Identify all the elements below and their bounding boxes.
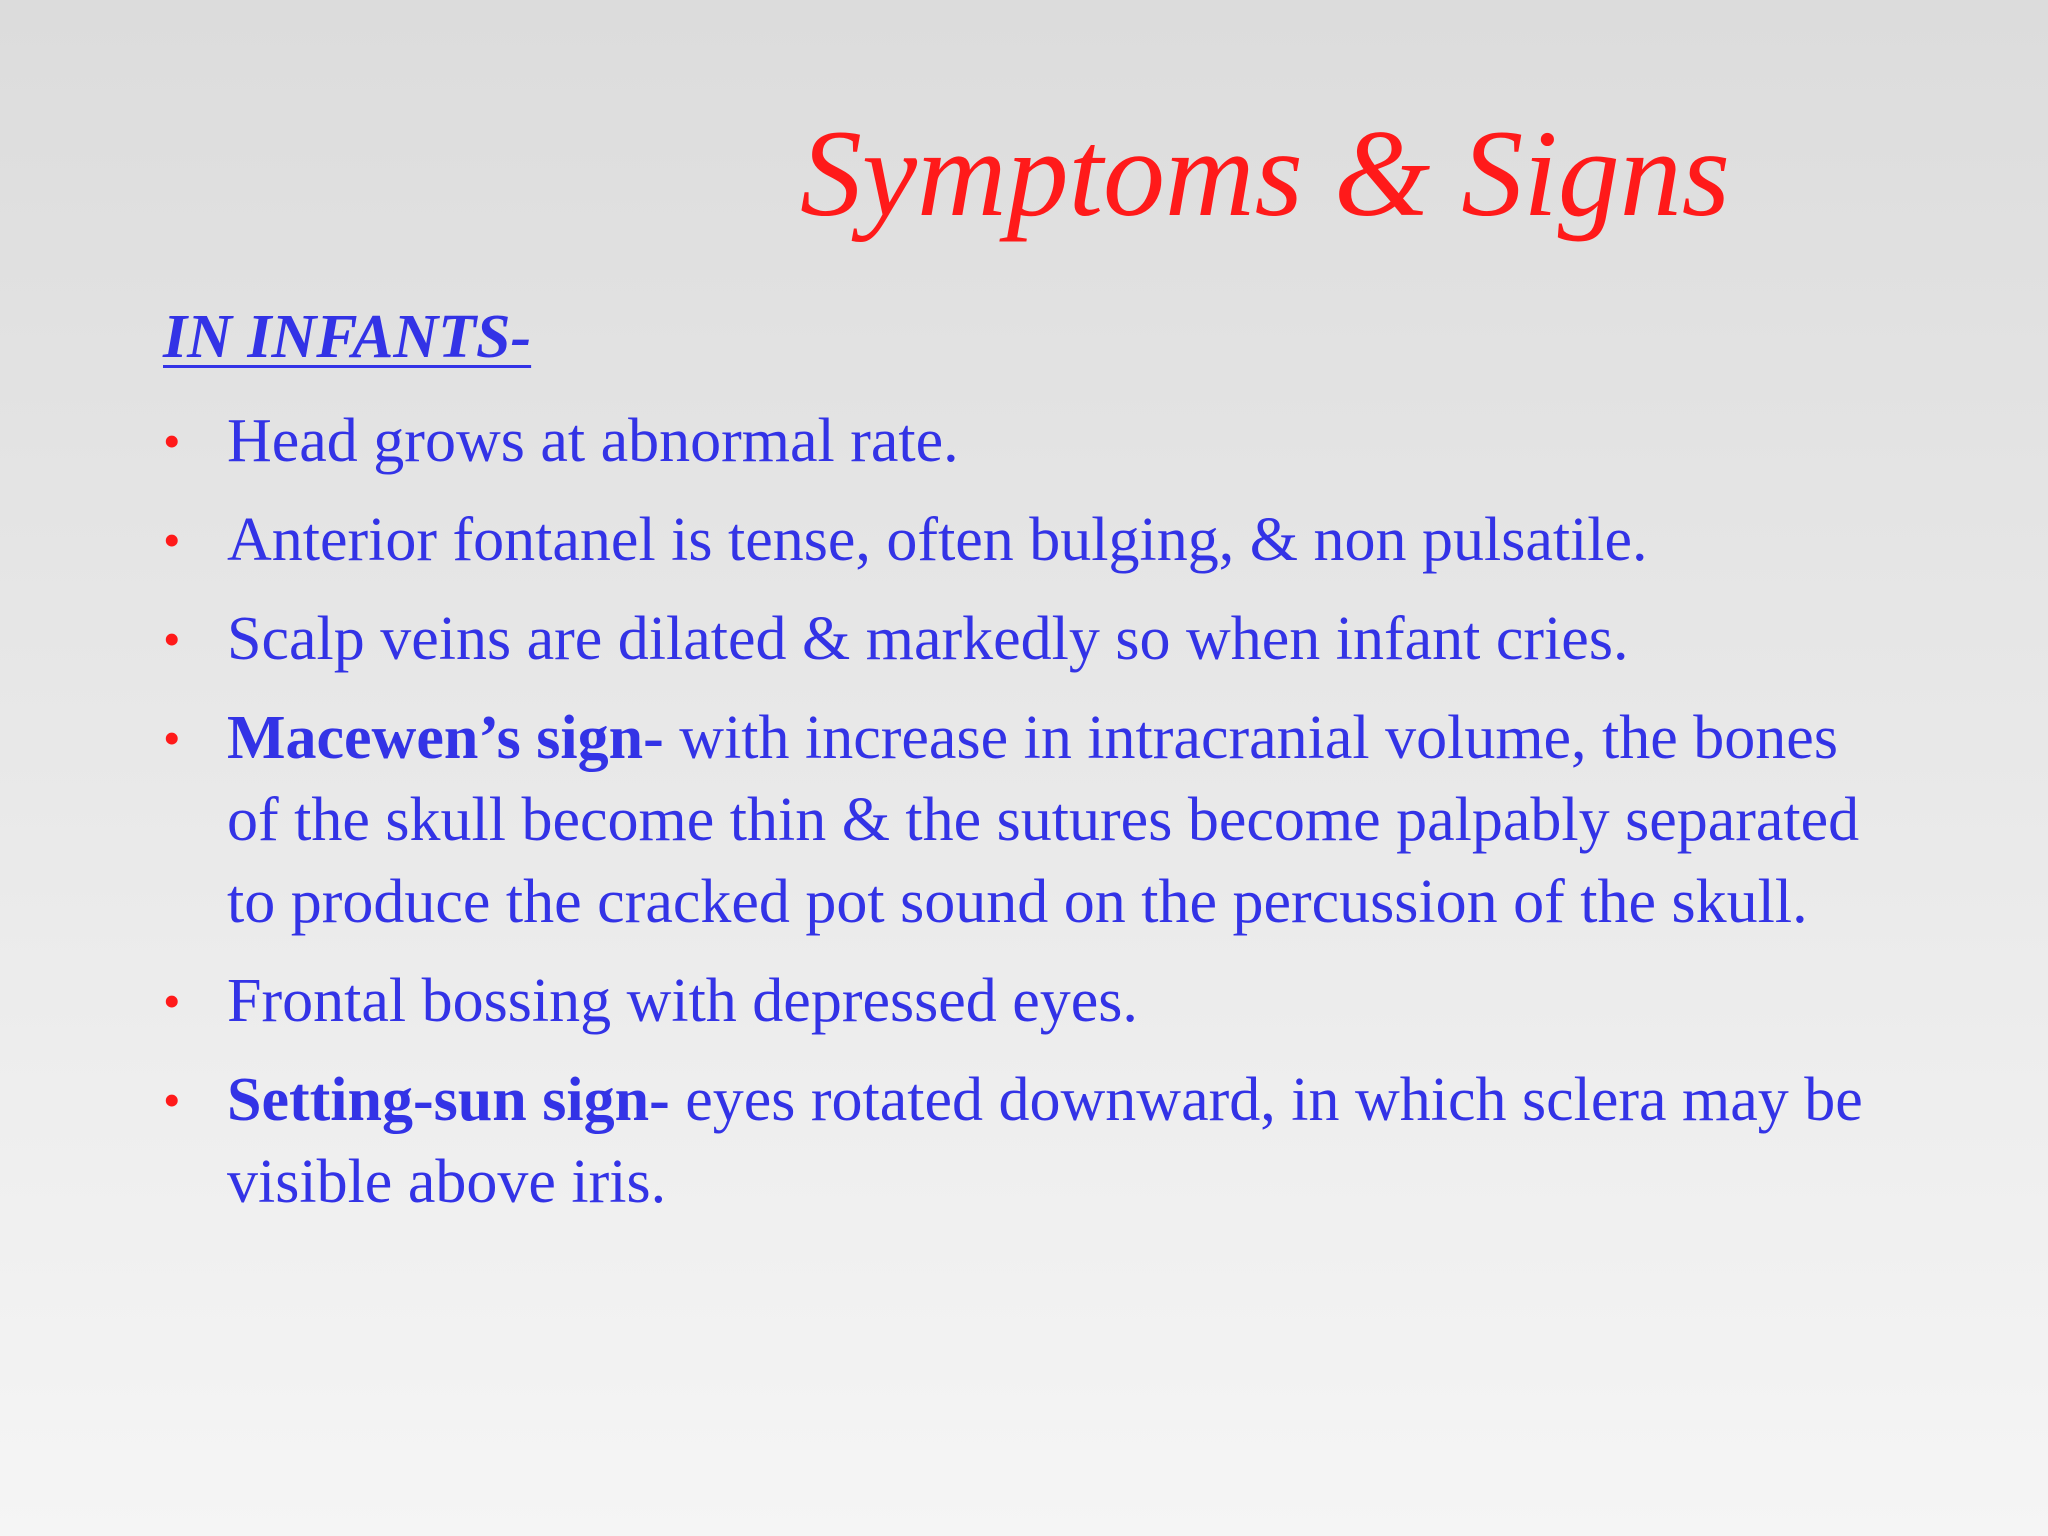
bullet-text: with increase in intracranial volume, the bones of the skull become thin & the sutures become palpably separated to produce the cracked pot sound on the percussion of the skull. [227,704,1860,936]
list-item [163,499,1883,581]
section-heading-infants: IN INFANTS- [163,303,532,371]
bullet-text: Head grows at abnormal rate. [227,407,959,475]
bullet-text: Anterior fontanel is tense, often bulging, & non pulsatile. [227,506,1648,574]
bullet-marker: • [163,512,181,568]
bullet-marker: • [163,413,181,469]
bullet-marker: • [163,973,181,1029]
list-item [163,1059,1883,1223]
bullet-text: Scalp veins are dilated & markedly so when infant cries. [227,605,1629,673]
bullet-text: eyes rotated downward, in which sclera may be visible above iris. [227,1066,1863,1216]
list-item [163,598,1883,680]
list-item [163,400,1883,482]
symptom-list [163,400,1883,1240]
slide-title: Symptoms & Signs [800,105,1730,242]
bullet-text: Frontal bossing with depressed eyes. [227,967,1138,1035]
list-item [163,697,1883,943]
bullet-term: Macewen’s sign- [227,704,664,772]
list-item [163,960,1883,1042]
bullet-term: Setting-sun sign- [227,1066,670,1134]
bullet-marker: • [163,611,181,667]
bullet-marker: • [163,710,181,766]
bullet-marker: • [163,1072,181,1128]
